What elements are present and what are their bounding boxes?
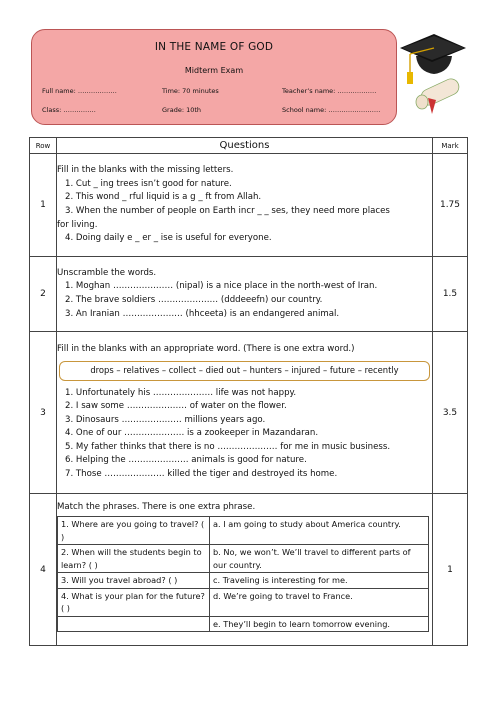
question-cell [57,494,433,646]
matching-answer: d. We’re going to travel to France. [210,588,429,616]
matching-row [58,545,429,573]
row-number: 2 [30,257,57,332]
question-item: 3. Dinosaurs ………………… millions years ago. [65,414,266,425]
question-row-1 [30,154,468,257]
mark-value: 1 [433,494,468,646]
matching-row [58,573,429,589]
question-item: 4. Doing daily e _ er _ ise is useful for everyone. [65,233,272,244]
question-item: 2. The brave soldiers ………………… (dddeeefn) our country. [65,295,323,305]
matching-question: 2. When will the students begin to learn? ( ) [58,545,210,573]
question-item: 5. My father thinks that there is no ………………… for me in music business. [65,441,391,452]
question-item: 3. An Iranian ………………… (hhceeta) is an endangered animal. [65,308,340,319]
question-cell [57,154,433,257]
question-cell [57,257,433,332]
question-row-2 [30,257,468,332]
time-field: Time: 70 minutes [162,87,219,95]
matching-question: 1. Where are you going to travel? ( ) [58,517,210,545]
question-instruction: Unscramble the words. [57,267,157,278]
class-field: Class: …………… [42,106,96,114]
matching-answer: b. No, we won’t. We’ll travel to different parts of our country. [210,545,429,573]
question-row-4 [30,494,468,646]
question-cell [57,332,433,494]
question-item: 7. Those ………………… killed the tiger and destroyed its home. [65,469,338,480]
row-header: Row [30,138,57,154]
graduation-cap-icon [398,22,468,122]
question-item: 1. Moghan ………………… (nipal) is a nice place in the north-west of Iran. [65,281,378,292]
question-item: 1. Unfortunately his ………………… life was not happy. [65,387,297,398]
matching-answer: a. I am going to study about America country. [210,517,429,545]
question-item: 1. Cut _ ing trees isn’t good for nature. [65,178,232,189]
question-item: 2. I saw some ………………… of water on the flower. [65,401,287,412]
mark-value: 3.5 [433,332,468,494]
mark-value: 1.5 [433,257,468,332]
matching-row [58,616,429,632]
question-instruction: Fill in the blanks with the missing letters. [57,165,234,176]
table-header-row [30,138,468,154]
questions-header: Questions [57,138,433,154]
questions-table [29,137,468,646]
row-number: 3 [30,332,57,494]
matching-answer: e. They’ll begin to learn tomorrow evening. [210,616,429,632]
exam-type: Midterm Exam [184,66,244,75]
question-item: 4. One of our ………………… is a zookeeper in Mazandaran. [65,428,319,439]
matching-row [58,517,429,545]
grade-field: Grade: 10th [162,106,202,114]
school-name-field: School name: …………………… [282,106,381,114]
mark-value: 1.75 [433,154,468,257]
question-item: 6. Helping the ………………… animals is good for nature. [65,455,307,466]
question-item: 3. When the number of people on Earth incr _ _ ses, they need more places [65,206,390,216]
matching-table [57,516,429,632]
question-item-continued: for living. [57,219,98,230]
question-item: 2. This wond _ rful liquid is a g _ ft from Allah. [65,192,262,203]
teacher-name-field: Teacher’s name: ……………… [282,87,377,95]
matching-answer: c. Traveling is interesting for me. [210,573,429,589]
matching-row [58,588,429,616]
matching-question: 3. Will you travel abroad? ( ) [58,573,210,589]
question-row-3 [30,332,468,494]
exam-header-box [31,29,397,125]
header-title: IN THE NAME OF GOD [154,41,274,53]
full-name-field: Full name: ……………… [42,87,117,95]
question-instruction: Fill in the blanks with an appropriate word. (There is one extra word.) [57,344,355,355]
row-number: 1 [30,154,57,257]
word-bank-box: drops – relatives – collect – died out – hunters – injured – future – recently [59,361,430,381]
matching-question-empty [58,616,210,632]
mark-header: Mark [433,138,468,154]
row-number: 4 [30,494,57,646]
matching-question: 4. What is your plan for the future? ( ) [58,588,210,616]
question-instruction: Match the phrases. There is one extra phrase. [57,501,256,512]
